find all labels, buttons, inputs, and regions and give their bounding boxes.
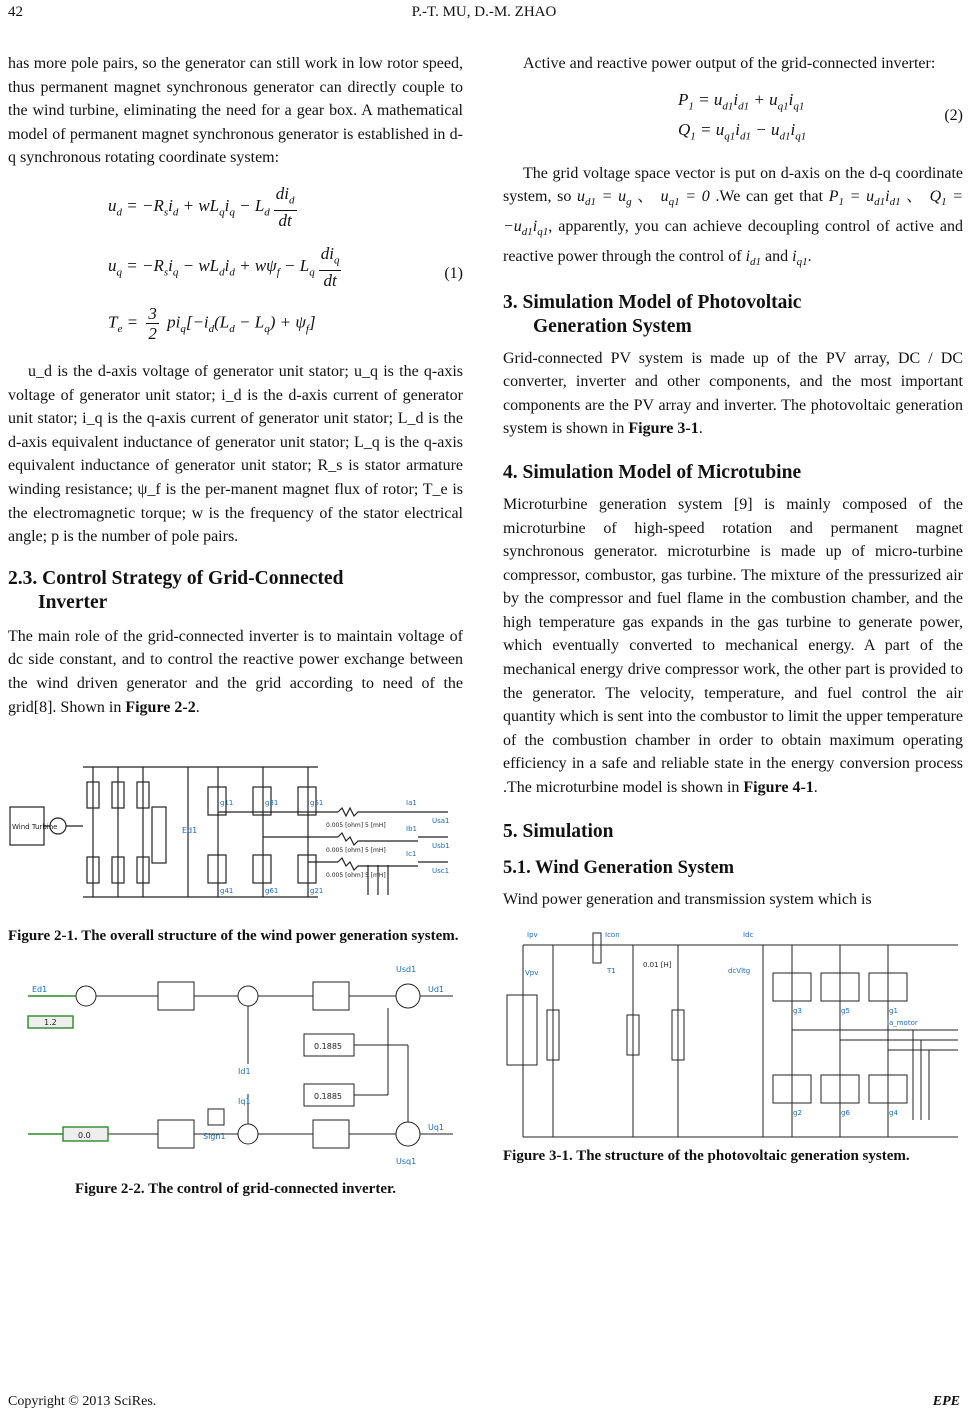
figure-3-1-caption: Figure 3-1. The structure of the photovoltaic generation system. [503,1148,910,1165]
gate-g31: g31 [265,799,279,808]
output-ud1: Ud1 [428,985,445,995]
voltage-usc1: Usc1 [432,867,450,876]
gate-g6: g6 [841,1109,850,1118]
section-5-heading: 5. Simulation [503,820,614,842]
label-idc: Idc [743,931,754,940]
right-paragraph-1: Active and reactive power output of the grid-connected inverter: [523,55,936,72]
figure-2-2-caption: Figure 2-2. The control of grid-connected inverter. [74,1181,397,1198]
section-5-1-heading: 5.1. Wind Generation System [503,857,735,878]
section-4-heading: 4. Simulation Model of Microtubine [503,461,802,483]
label-icon: Icon [605,931,620,940]
wind-turbine-label: Wind Turbine [12,823,58,832]
gate-g41: g41 [220,887,234,896]
branch-label-b: 0.005 [ohm] 5 [mH] [326,847,386,855]
right-paragraph-2: The grid voltage space vector is put on d-axis on the d-q coordinate system, so $u_{d1} = u_g$ 、 $u_{q1} = 0$ .We can get that $P_1 = u_{d1}i_{d1}$ 、 $Q_1 = -u_{d1}i_{q1}$, apparently, you can achieve decoupling control of active and reactive power through the control of $i_{d1}$ and $i_{q1}$. [503,164,964,268]
label-vpv: Vpv [525,969,539,978]
pv-system-circuit-diagram [503,925,963,1143]
left-paragraph-3: The main role of the grid-connected inverter is to maintain voltage of dc side constant, and to control the reactive power exchange between the wind driven generator and the grid according to need of the grid[8]. Shown in Figure 2-2. [8,627,463,716]
label-t1: T1 [607,967,616,976]
equation-2: $P_1 = u_{d1}i_{d1} + u_{q1}i_{q1}$ $Q_1 = u_{q1}i_{d1} - u_{d1}i_{q1}$ (2) [678,89,963,142]
label-inductor: 0.01 [H] [643,961,672,970]
gate-g4: g4 [889,1109,898,1118]
equation-2-number: (2) [944,106,963,124]
label-dcvltg: dcVltg [728,967,751,976]
gate-g1: g1 [889,1007,898,1016]
journal-name: EPE [932,1394,960,1409]
ed1-label: Ed1 [182,826,198,836]
gate-g2: g2 [793,1109,802,1118]
figure-3-1 [503,925,963,1143]
current-ic1: Ic1 [406,850,417,859]
input-iq1: Iq1 [238,1097,251,1107]
gain-2: 0.1885 [314,1092,342,1102]
copyright: Copyright © 2013 SciRes. [8,1394,157,1409]
figure-2-2 [8,954,463,1174]
current-ib1: Ib1 [406,825,417,834]
equation-1-number: (1) [444,264,463,282]
inverter-control-diagram [8,954,463,1174]
gate-g61: g61 [265,887,279,896]
output-uq1: Uq1 [428,1123,445,1133]
gate-g51: g51 [310,799,324,808]
current-ia1: Ia1 [406,799,417,808]
label-ipv: Ipv [527,931,538,940]
right-paragraph-5: Wind power generation and transmission system which is [503,890,872,908]
block-1-2: 1.2 [44,1018,57,1028]
figure-4-1-ref: Figure 4-1 [743,779,814,797]
gate-g21: g21 [310,887,324,896]
figure-2-1 [8,747,463,917]
left-paragraph-1: has more pole pairs, so the generator can still work in low rotor speed, thus permanent magnet synchronous generator can directly couple to the wind turbine, eliminating the need for a gear box. A mathematical model of permanent magnet synchronous generator is established in d-q synchronous rotating coordinate system: [8,55,463,167]
page-number: 42 [8,4,23,20]
gate-g5: g5 [841,1007,850,1016]
equation-1: $u_d = -R_si_d + wL_qi_q - L_d$ $\frac{di_d}{dt}$ $u_q = -R_si_q - wL_di_d + w\psi_f - L_q$ $\frac{di_q}{dt}$ $T_e$ = $\frac{3}{2}$ $pi_q[-i_d(L_d - L_q) + \psi_f]$ (1) [108,183,463,343]
input-id1: Id1 [238,1067,251,1077]
left-column [8,52,463,1199]
block-ed1: Ed1 [32,985,48,995]
section-3-heading: 3. Simulation Model of Photovoltaic Generation System [503,291,802,337]
label-la-motor: la_motor [887,1019,918,1028]
gate-g11: g11 [220,799,234,808]
right-paragraph-3: Grid-connected PV system is made up of the PV array, DC / DC converter, inverter and other components, and the most important components are the PV array and inverter. The photovoltaic generation system is shown in Figure 3-1. [503,349,963,438]
running-head-authors: P.-T. MU, D.-M. ZHAO [411,4,557,20]
gate-g3: g3 [793,1007,802,1016]
right-column [503,52,963,1166]
block-sign1: Sign1 [203,1132,226,1142]
branch-label-a: 0.005 [ohm] 5 [mH] [326,822,386,830]
figure-2-2-ref: Figure 2-2 [125,698,196,716]
voltage-usa1: Usa1 [432,817,450,826]
input-usq1: Usq1 [396,1157,417,1167]
wind-system-circuit-diagram [8,747,463,917]
page-header [0,0,968,28]
input-usd1: Usd1 [396,965,417,975]
right-paragraph-4: Microturbine generation system [9] is mainly composed of the microturbine of high-speed rotation and permanent magnet synchronous generator. microturbine is made up of micro-turbine compressor, combustor, gas turbine. The mixture of the pressurized air by the compressor and fuel flame in the combustion chamber, and the high temperature gas expands in the gas turbine to generate power, which eventually converted to mechanical energy. A part of the mechanical energy drive compressor work, the other part is provided to the generator. The velocity, temperature, and fuel control the air quantity which is sent into the combustor to limit the upper temperature of the combustion chamber in order to obtain maximum operating efficiency in a safe and reliable state in the energy conversion process .The microturbine model is shown in Figure 4-1. [503,495,963,797]
voltage-usb1: Usb1 [432,842,450,851]
figure-2-1-caption: Figure 2-1. The overall structure of the wind power generation system. [8,928,459,945]
left-paragraph-2: u_d is the d-axis voltage of generator unit stator; u_q is the q-axis voltage of generator unit stator; i_d is the d-axis current of generator unit stator; i_q is the q-axis current of generator unit stator; L_d is the d-axis equivalent inductance of generator unit stator; L_q is the q-axis equivalent inductance of generator unit stator; R_s is stator armature winding resistance; ψ_f is the per-manent magnet flux of rotor; T_e is the electromagnetic torque; w is the frequency of the stator electrical angle; p is the number of pole pairs. [8,362,463,546]
section-2-3-heading: 2.3. Control Strategy of Grid-Connected Inverter [8,567,344,613]
gain-1: 0.1885 [314,1042,342,1052]
figure-3-1-ref: Figure 3-1 [628,420,699,438]
branch-label-c: 0.005 [ohm] 5 [mH] [326,872,386,880]
block-0-0: 0.0 [78,1131,91,1141]
